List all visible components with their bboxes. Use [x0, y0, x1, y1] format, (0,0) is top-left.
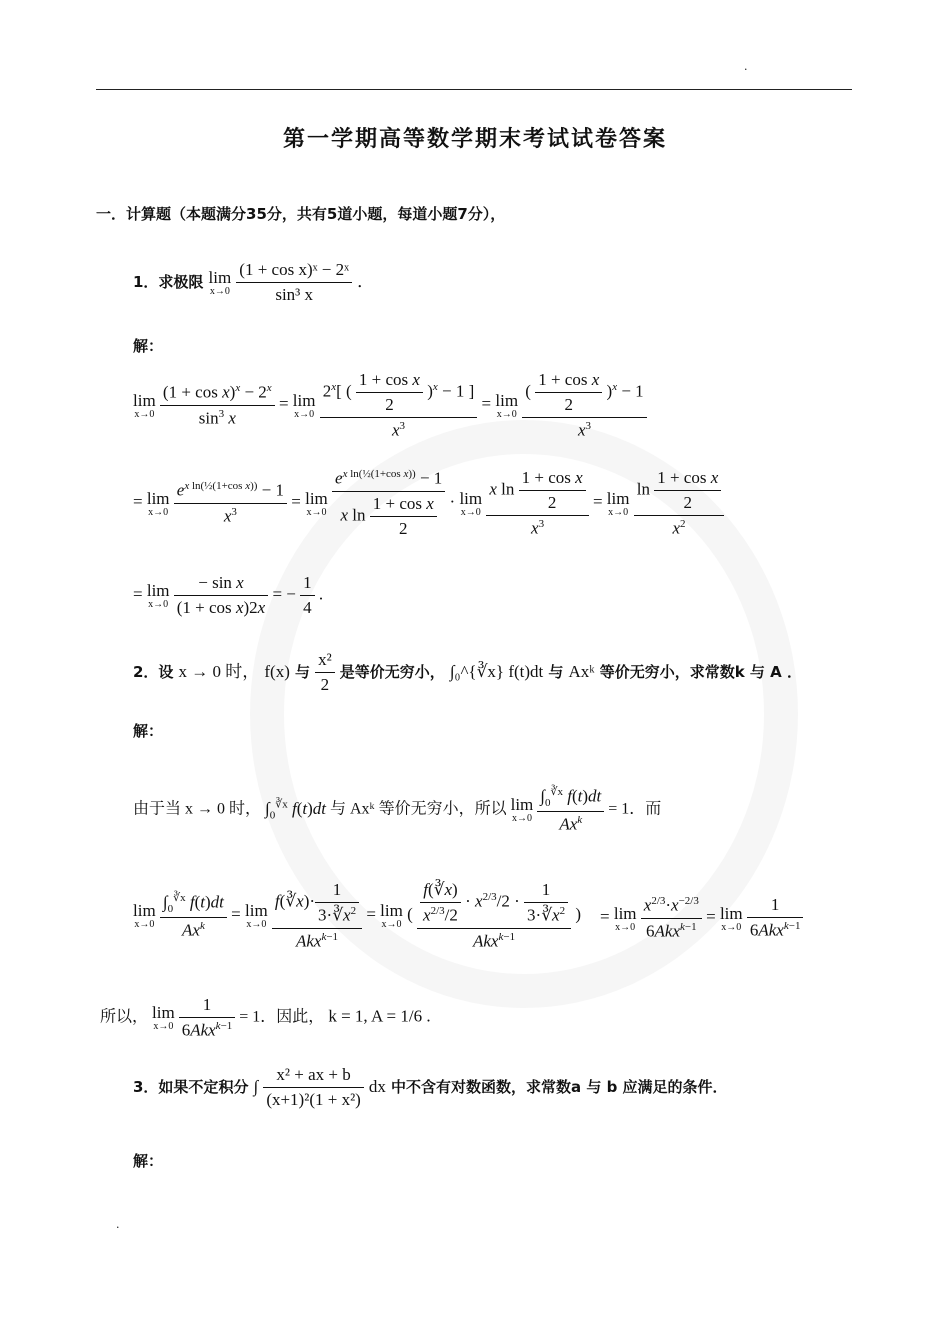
q2-solution-line-1: 由于当 x → 0 时， $\int_0^{∛x}$ f(t)dt 与 Axᵏ 等价无穷小，所以 lim x→0 $\int_0^{∛x}$ f(t)dt Ax$^k$ = 1．而: [133, 786, 662, 834]
question-2: [133, 650, 802, 695]
q2-text-5: = 1．因此，: [239, 1008, 325, 1026]
question-3-fraction: [263, 1065, 364, 1110]
question-2-fraction-num: x²: [315, 650, 335, 673]
solution-label-1: 解：: [133, 337, 164, 355]
q1-solution-line-2: = lim x→0 $\frac{e^{x ln(\frac{1}{2}(1+cos x))} - 1}{x^3}$ = lim x→0 $e^{x ln(\frac{1}{2}(1+cos x))} - 1$ x ln $\frac{\text{1 + cos x}}{2}$ · lim x→0 x ln $\frac{\text{1 + cos x}}{2}$ $x^3$ = lim x→0 ln $\frac{\text{1 + cos x}}{2}$ $x^2$: [133, 468, 724, 539]
footer-dot: .: [116, 1218, 120, 1231]
question-1: [133, 260, 374, 305]
question-3: [133, 1065, 728, 1110]
q2-solution-line-3: 所以， lim x→0 1 6Akx$^{k-1}$ = 1．因此， k = 1, A = 1/6 .: [100, 995, 431, 1040]
q1-solution-line-1: lim x→0 $\frac{(1 + \cos x)^x - 2^x}{\sin^3 x}$ = lim x→0 2$^x$[ ( $\frac{\text{1 + cos x}}{2}$ )$^x$ − 1 ] $x^3$ = lim x→0 ( $\frac{\text{1 + cos x}}{2}$ )$^x$ − 1 $x^3$: [133, 370, 647, 441]
question-2-mid: 是等价无穷小，: [339, 663, 445, 681]
question-2-fraction-den: 2: [320, 675, 330, 694]
question-3-denominator: (x+1)²(1 + x²): [266, 1090, 361, 1109]
solution-label-2: 解：: [133, 722, 164, 740]
section-1-heading: 一．计算题（本题满分35分，共有5道小题，每道小题7分），: [96, 205, 506, 223]
question-1-tail: ．: [357, 272, 375, 291]
q2-text-2: 与 Axᵏ 等价无穷小，所以: [330, 800, 507, 818]
q2-solution-line-2b: = lim x→0 $x^{2/3}\cdot x^{-2/3}$ 6Akx$^{k-1}$ = lim x→0 1 6Akx$^{k-1}$: [600, 895, 803, 941]
question-3-dx: dx: [368, 1077, 386, 1096]
question-2-fraction: [315, 650, 335, 695]
question-1-denominator: sin³ x: [275, 285, 314, 304]
q2-text-3: = 1．而: [608, 800, 662, 818]
question-2-with: 与: [294, 663, 310, 681]
question-2-label: 2．设: [133, 663, 174, 681]
question-2-condition: x → 0 时，: [178, 662, 260, 681]
solution-label-3: 解：: [133, 1152, 164, 1170]
question-3-end: 中不含有对数函数，求常数a 与 b 应满足的条件．: [391, 1078, 728, 1096]
header-dot: .: [744, 60, 748, 73]
question-2-end: 等价无穷小，求常数k 与 A ．: [599, 663, 802, 681]
question-1-label: 1．求极限: [133, 273, 204, 291]
q2-solution-line-2: lim x→0 $\int_0^{∛x}$ f(t)dt Ax$^k$ = lim x→0 f(∛x)· $\frac{1}{3\cdot∛x^2}$ Akx$^{k-1}$ = lim x→0 ( $\frac{f(∛x)}{x^{2/3}/2}$ · $x^{2/3}/2$ · $\frac{1}{3\cdot∛x^2}$ Akx$^{k-1}$ ): [133, 880, 581, 951]
question-2-integral: ∫₀^{∛x} f(t)dt: [449, 662, 544, 681]
question-1-fraction: [236, 260, 352, 305]
page-title: 第一学期高等数学期末考试试卷答案: [282, 127, 667, 152]
q1-solution-line-3: = lim x→0 $\frac{\text{− sin x}}{\text{(1 + cos x)2x}}$ = − $\frac{1}{4}$ .: [133, 573, 324, 617]
question-2-with2: 与: [548, 663, 564, 681]
q2-result: k = 1, A = 1/6 .: [328, 1006, 431, 1026]
question-3-numerator: x² + ax + b: [263, 1065, 364, 1088]
header-rule: [96, 89, 852, 90]
question-2-function: f(x): [264, 662, 290, 681]
question-3-label: 3．如果不定积分: [133, 1078, 249, 1096]
q2-text-4: 所以，: [100, 1008, 149, 1026]
question-1-numerator: (1 + cos x)ˣ − 2ˣ: [236, 260, 352, 283]
q2-text-1: 由于当 x → 0 时，: [133, 800, 262, 818]
question-2-axk: Axᵏ: [568, 662, 595, 681]
limit-operator: lim x→0: [208, 268, 232, 297]
integral-sign: ∫: [253, 1077, 259, 1096]
